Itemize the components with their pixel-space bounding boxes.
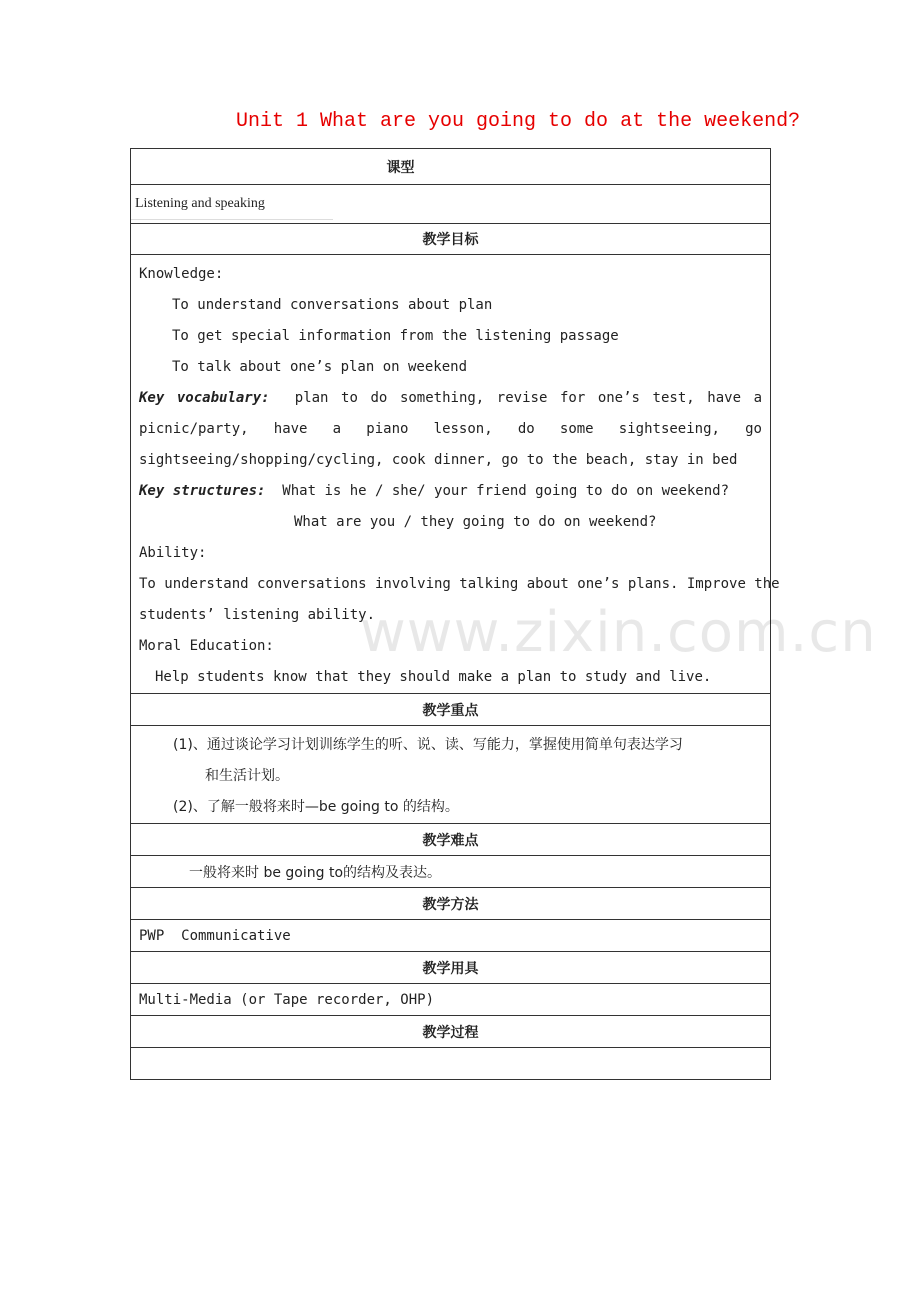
- process-body: [131, 1048, 771, 1080]
- methods-heading-row: [131, 888, 771, 920]
- tools-heading: 教学用具: [131, 952, 771, 984]
- methods-body-row: [131, 920, 771, 952]
- document-title: Unit 1 What are you going to do at the weekend?: [236, 110, 801, 133]
- course-type-value: Listening and speaking: [131, 188, 333, 220]
- structures-label: Key structures:: [139, 483, 266, 499]
- structures-line: [139, 476, 762, 507]
- vocabulary-line: sightseeing/shopping/cycling, cook dinner, go to the beach, stay in bed: [139, 452, 738, 468]
- knowledge-item: To talk about one’s plan on weekend: [172, 359, 468, 375]
- key-points-body-row: [131, 726, 771, 824]
- objectives-heading: 教学目标: [131, 224, 771, 255]
- process-heading-row: [131, 1016, 771, 1048]
- knowledge-label: Knowledge:: [139, 266, 224, 282]
- structure-text: What are you / they going to do on weekend?: [294, 514, 657, 530]
- knowledge-item: To understand conversations about plan: [172, 297, 493, 313]
- vocabulary-text: plan to do something, revise for one’s test, have a: [294, 390, 763, 406]
- key-points-heading: 教学重点: [131, 694, 771, 726]
- ability-text: To understand conversations involving talking about one’s plans. Improve the: [139, 576, 780, 592]
- knowledge-item: To get special information from the listening passage: [172, 328, 619, 344]
- ability-label: Ability:: [139, 545, 207, 561]
- tools-heading-row: [131, 952, 771, 984]
- key-point-item: 和生活计划。: [205, 768, 289, 784]
- vocabulary-line: picnic/party, have a piano lesson, do some sightseeing, go: [139, 421, 762, 437]
- difficulties-heading: 教学难点: [131, 824, 771, 856]
- difficulties-text: 一般将来时 be going to的结构及表达。: [131, 856, 771, 888]
- course-type-heading-row: [131, 149, 771, 185]
- moral-text: Help students know that they should make a plan to study and live.: [155, 669, 712, 685]
- tools-body-row: [131, 984, 771, 1016]
- course-type-heading: [131, 149, 771, 185]
- tools-text: Multi-Media (or Tape recorder, OHP): [131, 984, 771, 1016]
- methods-text: PWP Communicative: [131, 920, 771, 952]
- methods-heading: 教学方法: [131, 888, 771, 920]
- key-point-item: (1)、通过谈论学习计划训练学生的听、说、读、写能力，掌握使用简单句表达学习: [173, 737, 683, 753]
- key-point-item: (2)、了解一般将来时—be going to 的结构。: [173, 799, 459, 815]
- key-points-heading-row: [131, 694, 771, 726]
- process-heading: 教学过程: [131, 1016, 771, 1048]
- course-type-value-row: [131, 185, 771, 224]
- course-type-value-cell: [131, 185, 771, 224]
- vocabulary-line: [139, 383, 762, 414]
- vocabulary-label: Key vocabulary:: [139, 390, 270, 406]
- structure-text: What is he / she/ your friend going to do on weekend?: [282, 483, 730, 499]
- objectives-heading-row: [131, 224, 771, 255]
- difficulties-body-row: [131, 856, 771, 888]
- ability-text: students’ listening ability.: [139, 607, 376, 623]
- key-points-body: [131, 726, 771, 824]
- watermark: www.zixin.com.cn: [360, 600, 877, 665]
- difficulties-heading-row: [131, 824, 771, 856]
- process-body-row: [131, 1048, 771, 1080]
- course-type-heading-label: 课型: [386, 159, 415, 176]
- moral-label: Moral Education:: [139, 638, 274, 654]
